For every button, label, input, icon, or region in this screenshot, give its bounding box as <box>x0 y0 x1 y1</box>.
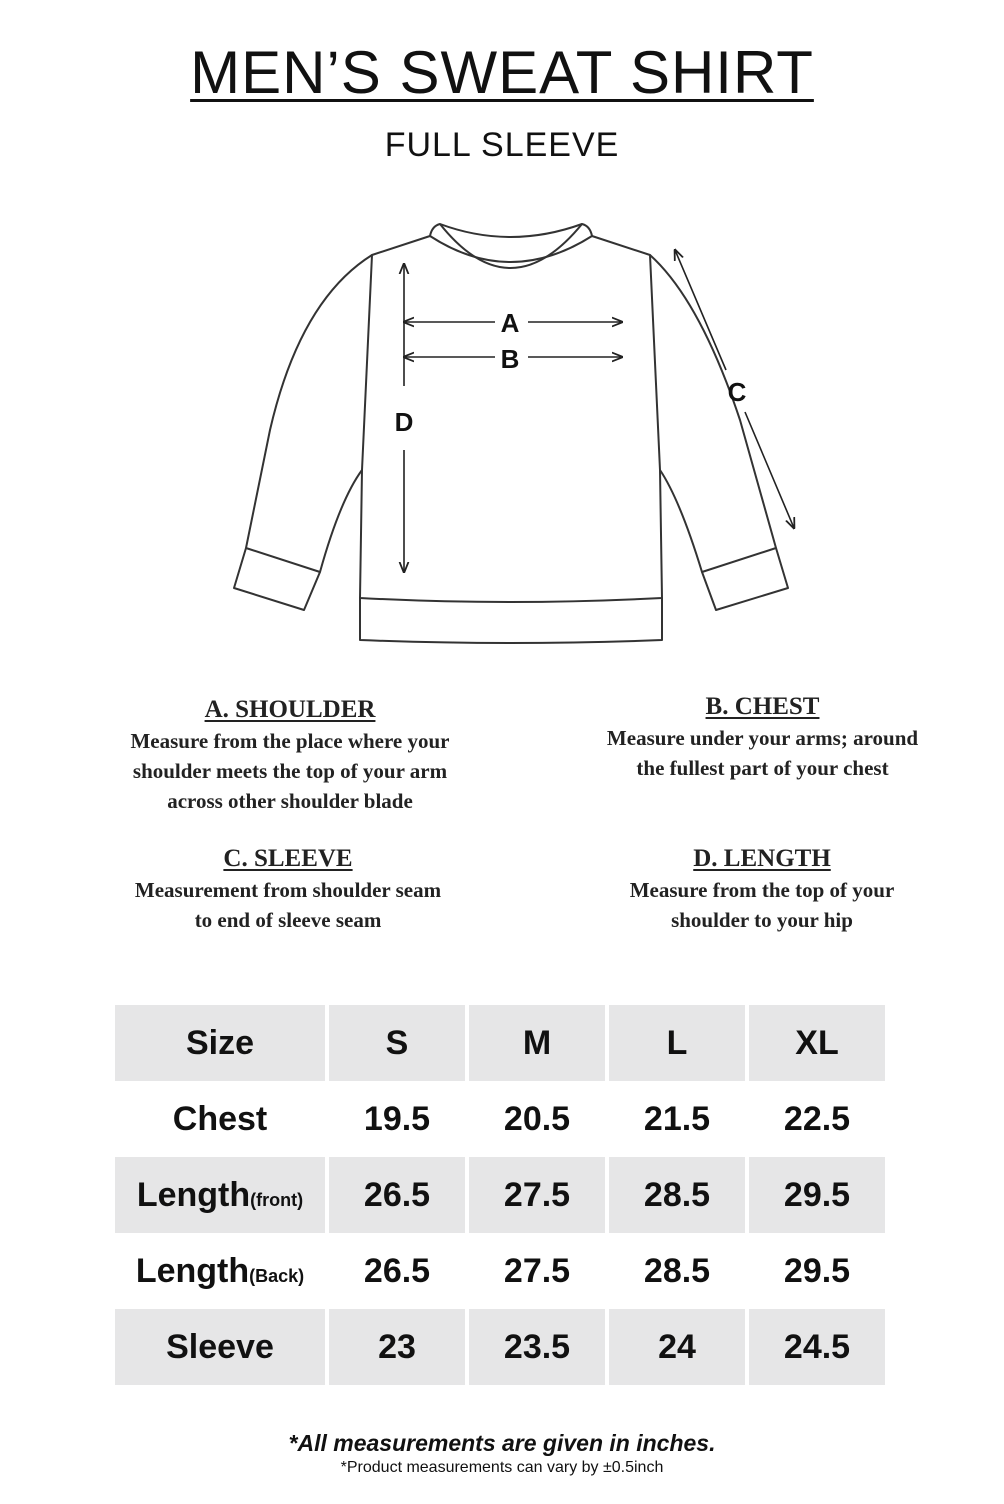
table-cell: 23.5 <box>469 1309 605 1385</box>
title-text: MEN’S SWEAT SHIRT <box>190 39 814 106</box>
header-cell: M <box>469 1005 605 1081</box>
chest-description <box>565 693 960 783</box>
header-cell: Size <box>115 1005 325 1081</box>
table-cell: 26.5 <box>363 1251 431 1290</box>
row-label <box>115 1309 325 1385</box>
table-cell: 26.5 <box>329 1157 465 1233</box>
measurement-arrows <box>404 250 794 572</box>
table-row-length-front <box>115 1157 885 1233</box>
table-cell: 24.5 <box>749 1309 885 1385</box>
table-cell: 27.5 <box>469 1157 605 1233</box>
table-row-chest <box>115 1081 885 1157</box>
row-label-text: Chest <box>172 1099 268 1138</box>
table-cell: 24 <box>609 1309 745 1385</box>
length-description <box>562 845 962 935</box>
sleeve-text: Measurement from shoulder seam to end of sleeve seam <box>134 878 442 932</box>
sweatshirt-outline <box>234 224 788 643</box>
row-label <box>115 1157 325 1233</box>
row-label-text: Sleeve <box>166 1327 274 1366</box>
header-cell: S <box>329 1005 465 1081</box>
shoulder-heading: A. SHOULDER <box>204 696 376 723</box>
page-subtitle: FULL SLEEVE <box>384 126 620 164</box>
row-label-suffix: (Back) <box>249 1265 305 1286</box>
shoulder-description <box>90 696 490 816</box>
length-heading: D. LENGTH <box>693 845 831 872</box>
page-title <box>0 38 1004 108</box>
table-cell: 28.5 <box>643 1251 711 1290</box>
table-row-sleeve <box>115 1309 885 1385</box>
sleeve-description <box>88 845 488 935</box>
label-c: C <box>727 377 747 407</box>
shoulder-text: Measure from the place where your shoulder meets the top of your arm across other shoulder blade <box>130 729 450 813</box>
label-d: D <box>394 407 414 437</box>
table-cell: 28.5 <box>609 1157 745 1233</box>
header-cell: XL <box>749 1005 885 1081</box>
table-cell: 27.5 <box>503 1251 571 1290</box>
table-header-row <box>115 1005 885 1081</box>
chest-text: Measure under your arms; around the fullest part of your chest <box>606 726 919 780</box>
arrow-c-top <box>675 250 726 370</box>
units-note: *All measurements are given in inches. <box>288 1430 716 1456</box>
length-text: Measure from the top of your shoulder to your hip <box>629 878 895 932</box>
row-label <box>115 1081 325 1157</box>
table-cell: 29.5 <box>749 1157 885 1233</box>
row-label-suffix: (front) <box>250 1189 304 1210</box>
table-cell: 22.5 <box>783 1099 851 1138</box>
row-label <box>115 1233 325 1309</box>
size-chart-table <box>111 1005 889 1385</box>
label-b: B <box>500 344 520 374</box>
table-cell: 19.5 <box>363 1099 431 1138</box>
row-label-text: Length <box>136 1175 251 1214</box>
variance-note: *Product measurements can vary by ±0.5inch <box>340 1459 664 1476</box>
arrow-c-bottom <box>745 412 794 528</box>
table-cell: 23 <box>329 1309 465 1385</box>
table-cell: 29.5 <box>783 1251 851 1290</box>
sweatshirt-diagram <box>0 200 1004 660</box>
row-label-text: Length <box>135 1251 250 1290</box>
sleeve-heading: C. SLEEVE <box>223 845 353 872</box>
table-row-length-back <box>115 1233 885 1309</box>
table-cell: 21.5 <box>643 1099 711 1138</box>
chest-heading: B. CHEST <box>705 693 820 720</box>
label-a: A <box>500 308 520 338</box>
table-cell: 20.5 <box>503 1099 571 1138</box>
header-cell: L <box>609 1005 745 1081</box>
